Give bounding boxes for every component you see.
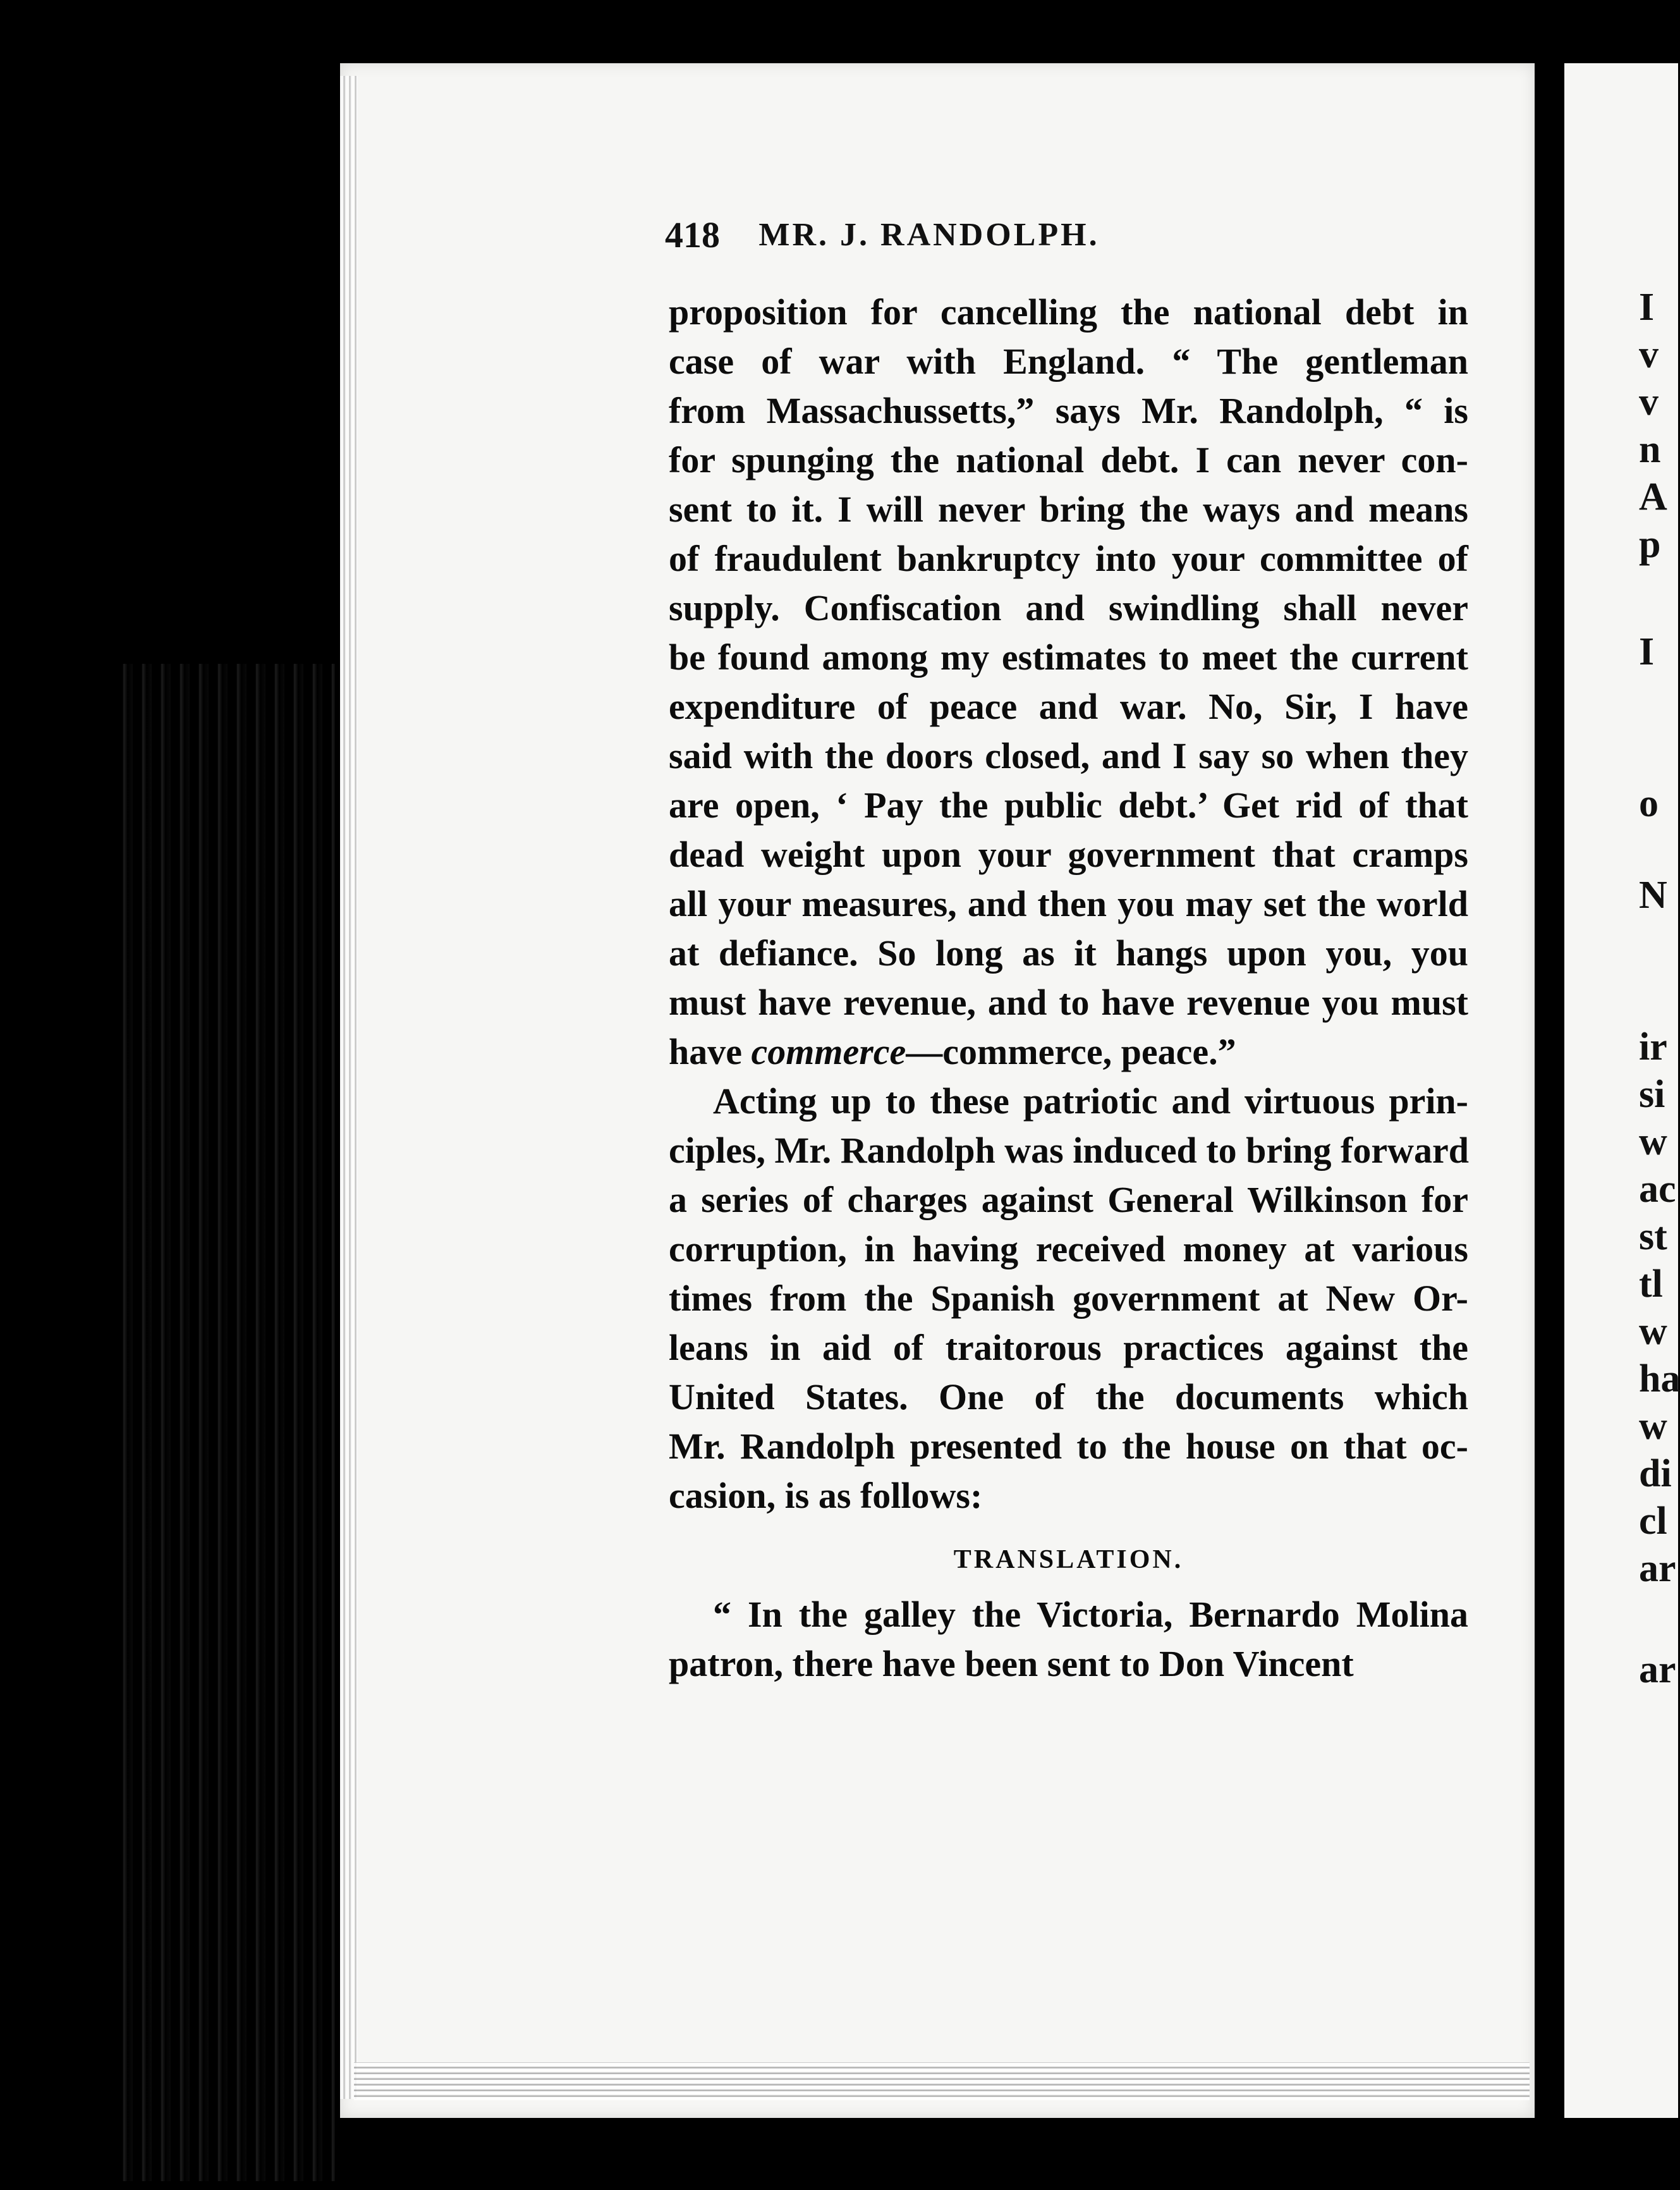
text-line: casion, is as follows:: [669, 1475, 983, 1516]
text-line: said with the doors closed, and I say so when they: [669, 735, 1468, 776]
text-line: all your measures, and then you may set the world: [669, 883, 1468, 924]
text-line: are open, ‘ Pay the public debt.’ Get rid of that: [669, 785, 1468, 826]
text-line: ciples, Mr. Randolph was induced to bring forward: [669, 1130, 1469, 1171]
facing-page-fragment: v: [1639, 381, 1659, 424]
text-line: from Massachussetts,” says Mr. Randolph, “ is: [669, 390, 1468, 431]
facing-page-fragment: w: [1639, 1405, 1667, 1448]
page-edge-left: [340, 76, 358, 2099]
facing-page-fragment: si: [1639, 1073, 1665, 1116]
text-line: expenditure of peace and war. No, Sir, I have: [669, 686, 1468, 727]
paragraph-1: [669, 288, 1468, 1077]
text-line: proposition for cancelling the national debt in: [669, 291, 1468, 333]
facing-page-fragment: I: [1639, 286, 1655, 329]
facing-page-fragment: ac: [1639, 1168, 1676, 1211]
section-heading: TRANSLATION.: [953, 1545, 1184, 1574]
text-line: sent to it. I will never bring the ways and means: [669, 489, 1468, 530]
facing-page-fragment: ar: [1639, 1648, 1676, 1691]
page-body: [669, 288, 1468, 1689]
facing-page-fragment: w: [1639, 1120, 1667, 1163]
text-line: must have revenue, and to have revenue you must: [669, 982, 1468, 1023]
paragraph-3: [669, 1590, 1468, 1689]
text-line: United States. One of the documents which: [669, 1376, 1468, 1417]
running-head: MR. J. RANDOLPH.: [758, 217, 1100, 253]
facing-page-fragment: ar: [1639, 1547, 1676, 1590]
facing-page-fragment: w: [1639, 1310, 1667, 1353]
text-line: times from the Spanish government at New Or-: [669, 1278, 1468, 1319]
text-line: at defiance. So long as it hangs upon you, you: [669, 933, 1468, 974]
text-line: patron, there have been sent to Don Vincent: [669, 1643, 1354, 1684]
facing-page-fragment: tl: [1639, 1263, 1663, 1306]
text-line: for spunging the national debt. I can never con-: [669, 439, 1468, 480]
text-line: case of war with England. “ The gentleman: [669, 341, 1468, 382]
facing-page-fragment: ha: [1639, 1357, 1680, 1400]
facing-page-fragment: I: [1639, 630, 1655, 673]
facing-page-fragment: p: [1639, 523, 1661, 566]
facing-page-fragment: n: [1639, 428, 1661, 471]
facing-page-fragment: ir: [1639, 1025, 1667, 1068]
text-line: leans in aid of traitorous practices against the: [669, 1327, 1468, 1368]
book-binding-shadow: [114, 664, 335, 2181]
facing-page-fragment: v: [1639, 333, 1659, 376]
page-edge-bottom: [354, 2062, 1530, 2100]
facing-page-fragment: o: [1639, 782, 1659, 825]
text-line: be found among my estimates to meet the current: [669, 637, 1468, 678]
text-line: supply. Confiscation and swindling shall never: [669, 587, 1468, 628]
facing-page-fragment: di: [1639, 1452, 1672, 1495]
text-line: corruption, in having received money at various: [669, 1228, 1468, 1269]
text-line: dead weight upon your government that cramps: [669, 834, 1468, 875]
text-line: Acting up to these patriotic and virtuous prin-: [713, 1080, 1468, 1122]
text-line: a series of charges against General Wilkinson for: [669, 1179, 1468, 1220]
facing-page-fragment: A: [1639, 475, 1667, 518]
text-line: have commerce—commerce, peace.”: [669, 1031, 1236, 1072]
text-line: of fraudulent bankruptcy into your committee of: [669, 538, 1468, 579]
facing-page-edge: [1564, 63, 1678, 2118]
facing-page-fragment: N: [1639, 874, 1667, 917]
text-line: Mr. Randolph presented to the house on that oc-: [669, 1426, 1468, 1467]
facing-page-fragment: st: [1639, 1215, 1667, 1258]
paragraph-2: [669, 1077, 1468, 1520]
facing-page-fragment: cl: [1639, 1500, 1667, 1543]
page-number: 418: [665, 214, 720, 255]
text-line: “ In the galley the Victoria, Bernardo Molina: [713, 1594, 1468, 1635]
